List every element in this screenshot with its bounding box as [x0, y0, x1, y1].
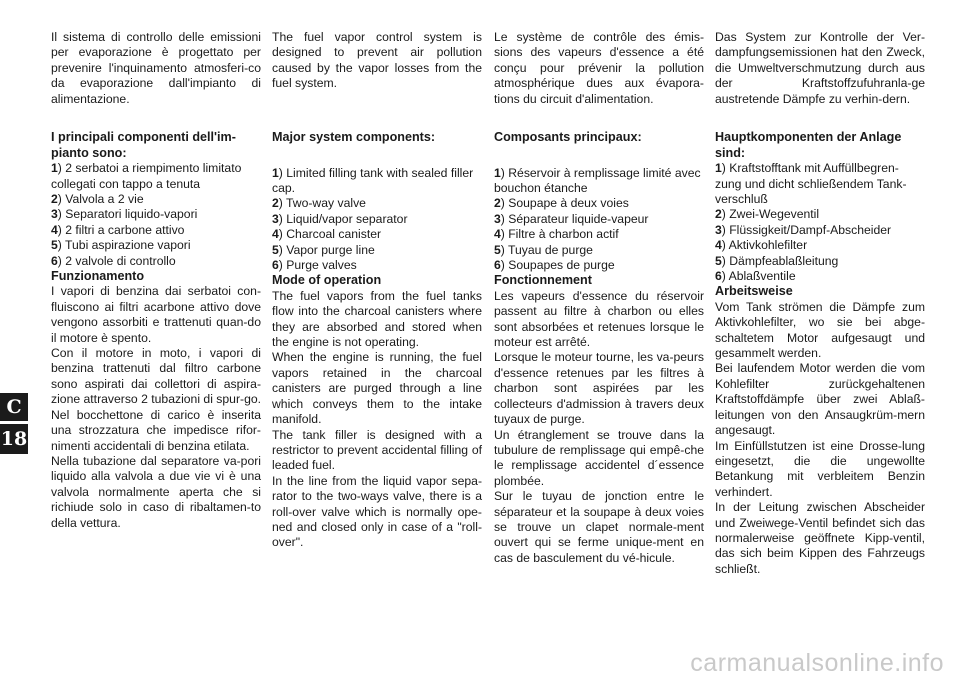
components-heading: Major system components:	[272, 130, 436, 144]
body-paragraph: The fuel vapors from the fuel tanks flow into the charcoal canisters where they are absorbed and stored when the engine is not operating.	[272, 288, 482, 350]
component-item: 3) Flüssigkeit/Dampf-Abscheider	[715, 222, 892, 237]
component-item: 5) Tubi aspirazione vapori	[51, 238, 191, 253]
component-item: 1) Réservoir à remplissage limité avec bouchon étanche	[494, 165, 701, 195]
component-text: Ablaßventile	[728, 269, 796, 284]
component-item: 4) Aktivkohlefilter	[715, 238, 808, 253]
component-number: 6	[272, 258, 279, 273]
component-number: 2	[272, 196, 279, 211]
component-number: 1	[272, 165, 279, 180]
component-number: 4	[51, 222, 58, 237]
operation-heading: Arbeitsweise	[715, 284, 793, 299]
component-number: 1	[51, 161, 58, 176]
component-text: Soupape à deux voies	[508, 196, 629, 211]
intro-paragraph: Das System zur Kontrolle der Ver-dampfungsemissionen hat den Zweck, die Umweltverschmutzung durch aus der Kraftstoffzufuhranla-ge austretende Dämpfe zu verhin-dern.	[715, 30, 925, 106]
body-paragraph: When the engine is running, the fuel vapors retained in the charcoal canisters are purged through a line which conveys them to the intake manifold.	[272, 350, 482, 427]
operation-heading: Funzionamento	[51, 269, 145, 284]
component-item: 5) Dämpfeablaßleitung	[715, 253, 839, 268]
body-paragraph: In the line from the liquid vapor sepa-rator to the two-ways valve, there is a roll-over valve which is normally ope-ned and closed only in case of a "roll-over".	[272, 473, 482, 550]
component-text: Soupapes de purge	[508, 258, 615, 273]
chapter-tab-letter: C	[0, 393, 28, 421]
component-item: 6) Soupapes de purge	[494, 258, 615, 273]
component-number: 3	[715, 222, 722, 237]
component-text: Charcoal canister	[286, 227, 382, 242]
component-text: Dämpfeablaßleitung	[729, 253, 839, 268]
component-number: 2	[51, 192, 58, 206]
body-paragraph: Nel bocchettone di carico è inserita una strozzatura che impedisce rifor-nimenti accidentali di benzina etilata.	[51, 407, 261, 453]
component-item: 3) Liquid/vapor separator	[272, 211, 408, 226]
component-item: 4) Charcoal canister	[272, 227, 382, 242]
component-text: Séparateur liquide-vapeur	[508, 211, 649, 226]
component-item: 4) 2 filtri a carbone attivo	[51, 222, 185, 237]
component-number: 5	[494, 242, 501, 257]
operation-heading: Fonctionnement	[494, 273, 592, 288]
operation-body	[51, 284, 261, 531]
chapter-tab-number: 18	[0, 424, 28, 454]
component-text: Réservoir à remplissage limité avec bouchon étanche	[494, 165, 701, 195]
component-text: 2 filtri a carbone attivo	[65, 222, 185, 237]
body-paragraph: Sur le tuyau de jonction entre le séparateur et la soupape à deux voies se trouve un clapet normale-ment ouvert qui se ferme unique-ment en cas de basculement du vé-hicule.	[494, 489, 704, 565]
watermark: carmanualsonline.info	[690, 649, 944, 677]
component-number: 5	[272, 242, 279, 257]
intro-paragraph: Le système de contrôle des émis-sions des vapeurs d'essence a été conçu pour prévenir la pollution atmosphérique dues aux évapora-tions du circuit d'alimentation.	[494, 30, 704, 106]
column-italian	[51, 30, 261, 531]
body-paragraph: Les vapeurs d'essence du réservoir passent au filtre à charbon ou elles sont absorbées et retenues lorsque le moteur est arrêté.	[494, 288, 704, 350]
component-item: 3) Separatori liquido-vapori	[51, 207, 198, 222]
component-item: 2) Zwei-Wegeventil	[715, 207, 820, 222]
component-number: 4	[715, 238, 722, 253]
column-german	[715, 30, 925, 577]
component-number: 3	[494, 211, 501, 226]
component-item: 1) Kraftstofftank mit Auffüllbegren-zung und dicht schließendem Tank-verschluß	[715, 161, 907, 206]
component-number: 3	[272, 211, 279, 226]
component-text: Purge valves	[286, 258, 357, 273]
component-text: Liquid/vapor separator	[286, 211, 408, 226]
component-text: Filtre à charbon actif	[508, 227, 619, 242]
components-heading: Composants principaux:	[494, 130, 642, 144]
component-text: 2 serbatoi a riempimento limitato collegati con tappo a tenuta	[51, 161, 242, 191]
component-number: 5	[51, 238, 58, 253]
body-paragraph: I vapori di benzina dai serbatoi con-fluiscono ai filtri acarbone attivo dove vengono assorbiti e trattenuti quan-do il motore è spento.	[51, 284, 261, 345]
intro-paragraph: Il sistema di controllo delle emissioni per evaporazione è progettato per prevenire l'inquinamento atmosferi-co da evaporazione dall'impianto di alimentazione.	[51, 30, 261, 106]
component-number: 4	[494, 227, 501, 242]
component-text: Two-way valve	[286, 196, 366, 211]
component-text: Flüssigkeit/Dampf-Abscheider	[729, 222, 892, 237]
intro-paragraph: The fuel vapor control system is designed to prevent air pollution caused by the vapor losses from the fuel system.	[272, 30, 482, 91]
body-paragraph: Un étranglement se trouve dans la tubulure de remplissage qui empê-che le remplissage accidentel d´essence plombée.	[494, 427, 704, 488]
component-item: 5) Vapor purge line	[272, 242, 375, 257]
component-text: Aktivkohlefilter	[728, 238, 808, 253]
component-item: 1) Limited filling tank with sealed filler cap.	[272, 165, 474, 195]
component-number: 2	[715, 207, 722, 222]
component-item: 3) Séparateur liquide-vapeur	[494, 211, 649, 226]
body-paragraph: The tank filler is designed with a restrictor to prevent accidental filling of leaded fuel.	[272, 427, 482, 473]
component-number: 3	[51, 207, 58, 222]
component-item: 2) Two-way valve	[272, 196, 366, 211]
body-paragraph: Bei laufendem Motor werden die vom Kohlefilter zurückgehaltenen Kraftstoffdämpfe über zwei Ablaß-leitungen von den Ansaugkrüm-mern angesaugt.	[715, 361, 925, 438]
component-text: Limited filling tank with sealed filler cap.	[272, 165, 474, 195]
component-item: 2) Valvola a 2 vie	[51, 192, 144, 206]
body-paragraph: Vom Tank strömen die Dämpfe zum Aktivkohlefilter, wo sie bei abge-schaltetem Motor aufgesaugt und gesammelt werden.	[715, 299, 925, 361]
component-item: 4) Filtre à charbon actif	[494, 227, 619, 242]
column-french	[494, 30, 704, 566]
component-item: 2) Soupape à deux voies	[494, 196, 629, 211]
component-number: 4	[272, 227, 279, 242]
component-number: 6	[715, 269, 722, 284]
operation-body	[715, 300, 925, 577]
component-item: 6) Purge valves	[272, 258, 357, 273]
operation-body	[272, 289, 482, 551]
component-text: Separatori liquido-vapori	[65, 207, 198, 222]
component-item: 5) Tuyau de purge	[494, 242, 593, 257]
component-number: 2	[494, 196, 501, 211]
component-number: 1	[715, 161, 722, 176]
component-text: Kraftstofftank mit Auffüllbegren-zung und dicht schließendem Tank-verschluß	[715, 161, 907, 206]
component-number: 1	[494, 165, 501, 180]
body-paragraph: Lorsque le moteur tourne, les va-peurs d'essence retenues par les filtres à charbon sont aspirées par les collecteurs d'admission à travers deux tuyaux de purge.	[494, 350, 704, 427]
component-text: 2 valvole di controllo	[65, 253, 176, 268]
component-item: 1) 2 serbatoi a riempimento limitato collegati con tappo a tenuta	[51, 161, 242, 191]
body-paragraph: Im Einfüllstutzen ist eine Drosse-lung eingesetzt, die die ungewollte Betankung mit verbleitem Benzin verhindert.	[715, 438, 925, 499]
component-text: Tuyau de purge	[508, 242, 593, 257]
component-number: 6	[51, 253, 58, 268]
operation-body	[494, 289, 704, 566]
operation-heading: Mode of operation	[272, 273, 382, 288]
components-heading: I principali componenti dell'im-pianto sono:	[51, 130, 236, 160]
component-item: 6) Ablaßventile	[715, 269, 796, 284]
body-paragraph: Con il motore in moto, i vapori di benzina trattenuti dal filtro carbone sono aspirati dai collettori di aspira-zione attraverso 2 tubazioni di spur-go.	[51, 346, 262, 407]
body-paragraph: In der Leitung zwischen Abscheider und Zweiwege-Ventil befindet sich das normalerweise geöffnete Kipp-ventil, das sich beim Kippen des Fahrzeugs schließt.	[715, 500, 925, 576]
component-number: 6	[494, 258, 501, 273]
component-text: Vapor purge line	[286, 242, 375, 257]
body-paragraph: Nella tubazione dal separatore va-pori liquido alla valvola a due vie vi è una valvola normalmente aperta che si richiude solo in caso di ribaltamen-to della vettura.	[51, 453, 261, 530]
component-number: 5	[715, 253, 722, 268]
component-text: Zwei-Wegeventil	[729, 207, 820, 222]
component-text: Tubi aspirazione vapori	[65, 238, 191, 253]
component-text: Valvola a 2 vie	[65, 192, 144, 206]
component-item: 6) 2 valvole di controllo	[51, 253, 176, 268]
column-english	[272, 30, 482, 551]
components-heading: Hauptkomponenten der Anlage sind:	[715, 130, 902, 160]
